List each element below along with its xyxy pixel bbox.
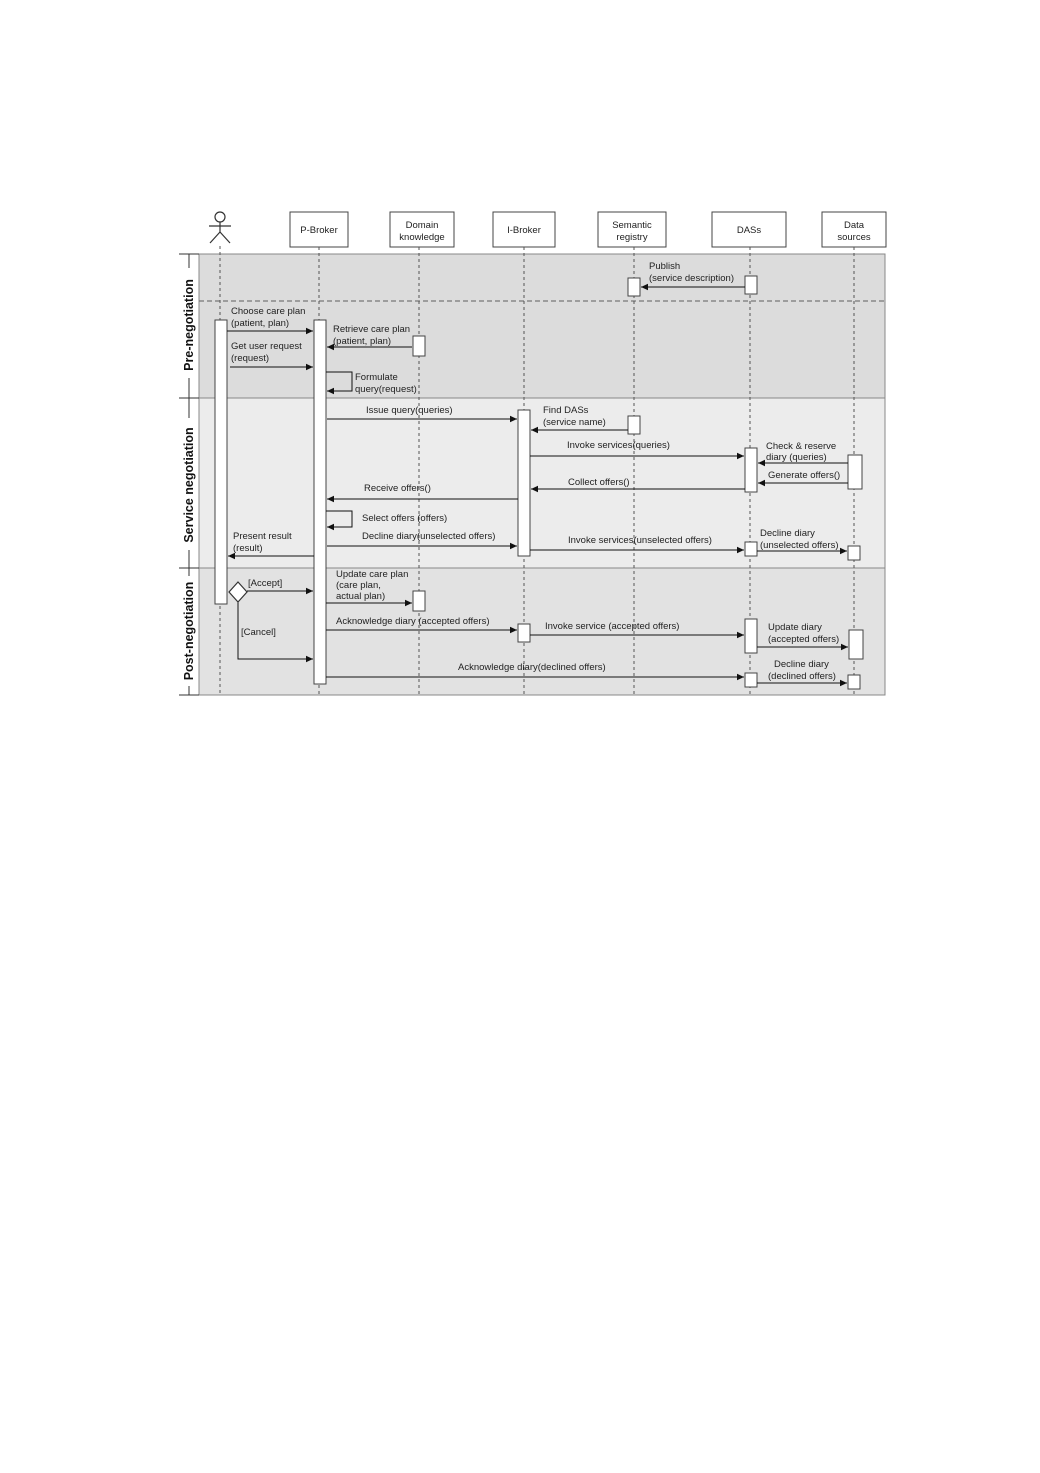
participant-ibroker-label: I-Broker xyxy=(507,225,541,236)
label-decline-diary: Decline diary xyxy=(760,528,815,539)
label-collect: Collect offers() xyxy=(568,477,630,488)
label-receive: Receive offers() xyxy=(364,483,431,494)
label-getreq: (request) xyxy=(231,353,270,364)
label-update: Update care plan xyxy=(336,569,409,580)
label-choose: (patient, plan) xyxy=(231,318,290,329)
label-find: (service name) xyxy=(543,417,606,428)
label-choose: Choose care plan xyxy=(231,306,306,317)
label-update-diary: (accepted offers) xyxy=(768,634,840,645)
label-check: diary (queries) xyxy=(766,452,827,463)
label-accept: [Accept] xyxy=(248,578,283,589)
pre-negotiation-band xyxy=(199,254,885,398)
phase-label-service: Service negotiation xyxy=(182,427,196,543)
phase-label-pre: Pre-negotiation xyxy=(182,279,196,371)
activation-data xyxy=(848,675,860,689)
label-decline-declined: Decline diary xyxy=(774,659,829,670)
label-present: (result) xyxy=(233,543,263,554)
label-check: Check & reserve xyxy=(766,441,837,452)
activation-actor xyxy=(215,320,227,604)
label-ack-accepted: Acknowledge diary (accepted offers) xyxy=(336,616,490,627)
participant-domain-label: Domain xyxy=(405,220,439,231)
actor-icon xyxy=(209,212,231,243)
activation-data xyxy=(848,546,860,560)
label-invoke-accepted: Invoke service (accepted offers) xyxy=(545,621,680,632)
label-issue: Issue query(queries) xyxy=(366,405,453,416)
activation-dass xyxy=(745,276,757,294)
label-cancel: [Cancel] xyxy=(241,627,276,638)
activation-dass xyxy=(745,542,757,556)
label-retrieve: (patient, plan) xyxy=(333,336,392,347)
label-formulate: Formulate xyxy=(355,372,398,383)
activation-data xyxy=(848,455,862,489)
activation-domain xyxy=(413,591,425,611)
label-update-diary: Update diary xyxy=(768,622,822,633)
participant-data-label: sources xyxy=(837,232,871,243)
label-formulate: query(request) xyxy=(355,384,417,395)
label-update: (care plan, xyxy=(336,580,381,591)
label-getreq: Get user request xyxy=(231,341,302,352)
participant-semantic-label: registry xyxy=(616,232,648,243)
participant-data-label: Data xyxy=(843,220,865,231)
label-retrieve: Retrieve care plan xyxy=(333,324,411,335)
label-ack-declined: Acknowledge diary(declined offers) xyxy=(458,662,606,673)
participant-pbroker-label: P-Broker xyxy=(300,225,338,236)
phase-label-post: Post-negotiation xyxy=(182,581,196,681)
label-generate: Generate offers() xyxy=(768,470,841,481)
participant-semantic-label: Semantic xyxy=(612,220,652,231)
label-decline: Decline diary(unselected offers) xyxy=(362,531,496,542)
label-invoke-unselected: Invoke services(unselected offers) xyxy=(568,535,712,546)
label-decline-diary: (unselected offers) xyxy=(760,540,839,551)
activation-semantic xyxy=(628,416,640,434)
participant-domain-label: knowledge xyxy=(399,232,445,243)
activation-semantic xyxy=(628,278,640,296)
label-find: Find DASs xyxy=(543,405,589,416)
activation-ibroker xyxy=(518,410,530,556)
activation-data xyxy=(849,630,863,659)
label-invoke: Invoke services(queries) xyxy=(567,440,670,451)
label-update: actual plan) xyxy=(336,591,386,602)
activation-dass xyxy=(745,448,757,492)
label-publish: (service description) xyxy=(649,273,734,284)
activation-ibroker xyxy=(518,624,530,642)
activation-dass xyxy=(745,673,757,687)
activation-dass xyxy=(745,619,757,653)
activation-domain xyxy=(413,336,425,356)
label-present: Present result xyxy=(233,531,292,542)
label-select: Select offers (offers) xyxy=(362,513,448,524)
activation-pbroker xyxy=(314,320,326,684)
label-decline-declined: (declined offers) xyxy=(768,671,836,682)
participant-dass-label: DASs xyxy=(736,225,762,236)
label-publish: Publish xyxy=(649,261,681,272)
